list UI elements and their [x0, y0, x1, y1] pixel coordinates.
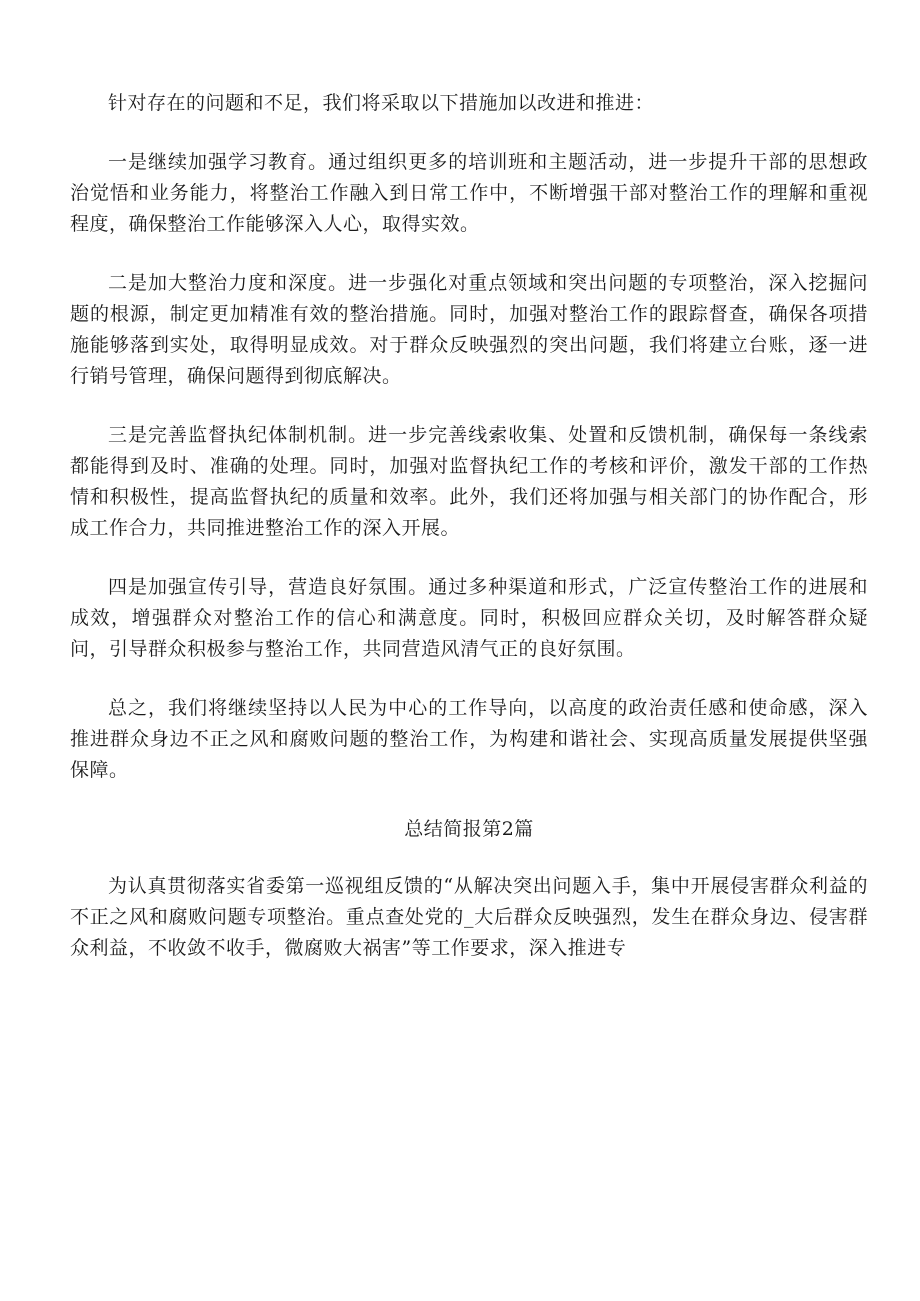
section-heading: 总结简报第2篇 — [404, 818, 534, 840]
paragraph-measure-4: 四是加强宣传引导，营造良好氛围。通过多种渠道和形式，广泛宣传整治工作的进展和成效，增强群众对整治工作的信心和满意度。同时，积极回应群众关切，及时解答群众疑问，引导群众积极参与整治工作，共同营造风清气正的良好氛围。 — [70, 576, 868, 660]
paragraph-conclusion: 总之，我们将继续坚持以人民为中心的工作导向，以高度的政治责任感和使命感，深入推进群众身边不正之风和腐败问题的整治工作，为构建和谐社会、实现高质量发展提供坚强保障。 — [70, 697, 868, 781]
paragraph-measure-3: 三是完善监督执纪体制机制。进一步完善线索收集、处置和反馈机制，确保每一条线索都能得到及时、准确的处理。同时，加强对监督执纪工作的考核和评价，激发干部的工作热情和积极性，提高监督执纪的质量和效率。此外，我们还将加强与相关部门的协作配合，形成工作合力，共同推进整治工作的深入开展。 — [70, 424, 868, 539]
paragraph-intro: 针对存在的问题和不足，我们将采取以下措施加以改进和推进： — [108, 92, 655, 114]
paragraph-section2-intro: 为认真贯彻落实省委第一巡视组反馈的“从解决突出问题入手，集中开展侵害群众利益的不正之风和腐败问题专项整治。重点查处党的_大后群众反映强烈，发生在群众身边、侵害群众利益，不收敛不收手，微腐败大祸害”等工作要求，深入推进专 — [70, 875, 868, 959]
paragraph-measure-2: 二是加大整治力度和深度。进一步强化对重点领域和突出问题的专项整治，深入挖掘问题的根源，制定更加精准有效的整治措施。同时，加强对整治工作的跟踪督查，确保各项措施能够落到实处，取得明显成效。对于群众反映强烈的突出问题，我们将建立台账，逐一进行销号管理，确保问题得到彻底解决。 — [70, 272, 868, 387]
paragraph-measure-1: 一是继续加强学习教育。通过组织更多的培训班和主题活动，进一步提升干部的思想政治觉悟和业务能力，将整治工作融入到日常工作中，不断增强干部对整治工作的理解和重视程度，确保整治工作能够深入人心，取得实效。 — [70, 151, 868, 235]
